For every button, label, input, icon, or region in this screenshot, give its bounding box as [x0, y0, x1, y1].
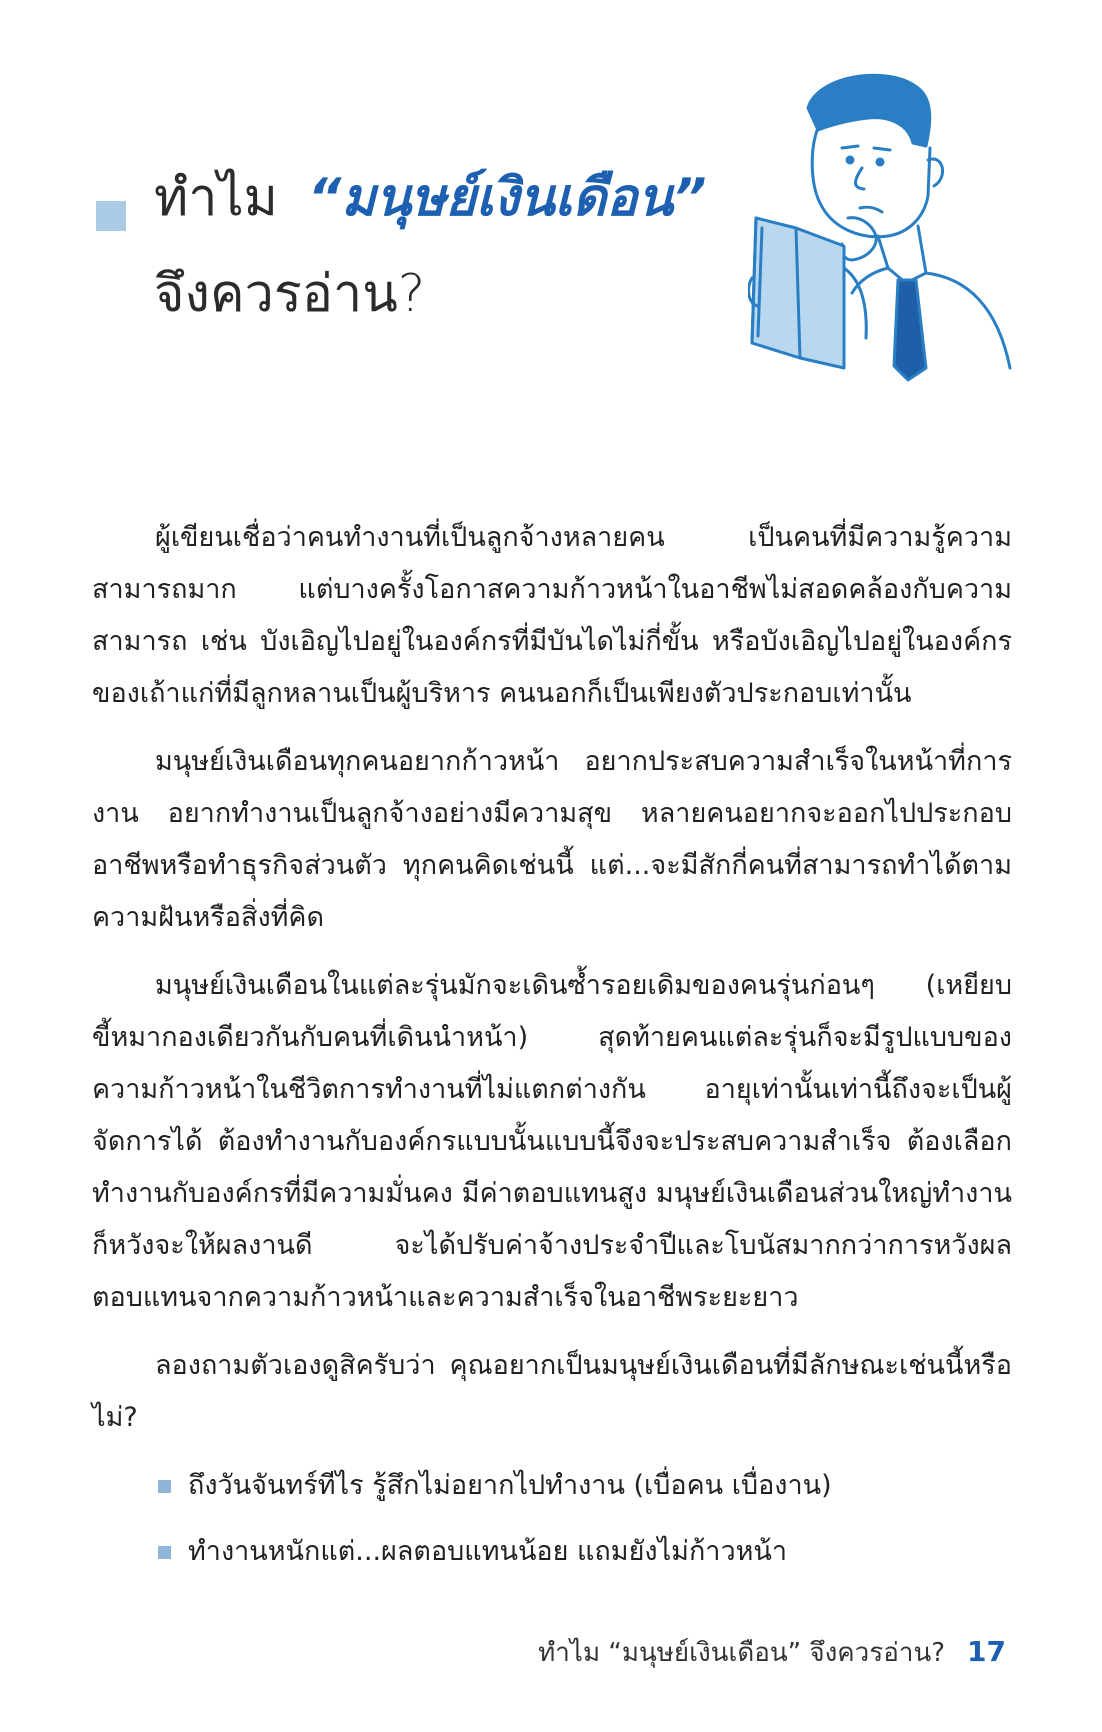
bullet-square-icon: [158, 1480, 171, 1493]
running-title: ทำไม “มนุษย์เงินเดือน” จึงควรอ่าน?: [538, 1638, 946, 1668]
bullet-text: ถึงวันจันทร์ทีไร รู้สึกไม่อยากไปทำงาน (เบื่อคน เบื่องาน): [188, 1470, 832, 1501]
paragraph-3: มนุษย์เงินเดือนในแต่ละรุ่นมักจะเดินซ้ำรอยเดิมของคนรุ่นก่อนๆ (เหยียบขี้หมากองเดียวกันกับคนที่เดินนำหน้า) สุดท้ายคนแต่ละรุ่นก็จะมีรูปแบบของความก้าวหน้าในชีวิตการทำงานที่ไม่แตกต่างกัน อายุเท่านั้นเท่านี้ถึงจะเป็นผู้จัดการได้ ต้องทำงานกับองค์กรแบบนั้นแบบนี้จึงจะประสบความสำเร็จ ต้องเลือกทำงานกับองค์กรที่มีความมั่นคง มีค่าตอบแทนสูง มนุษย์เงินเดือนส่วนใหญ่ทำงานก็หวังจะให้ผลงานดี จะได้ปรับค่าจ้างประจำปีและโบนัสมากกว่าการหวังผลตอบแทนจากความก้าวหน้าและความสำเร็จในอาชีพระยะยาว: [92, 970, 1012, 1313]
man-reading-book-icon: [748, 68, 1016, 388]
bullet-text: ทำงานหนักแต่...ผลตอบแทนน้อย แถมยังไม่ก้าวหน้า: [188, 1536, 788, 1567]
title-line-2: จึงควรอ่าน?: [154, 264, 426, 324]
paragraph-4: ลองถามตัวเองดูสิครับว่า คุณอยากเป็นมนุษย์เงินเดือนที่มีลักษณะเช่นนี้หรือไม่?: [92, 1350, 1012, 1433]
list-item: [92, 1460, 1012, 1512]
page-footer: [538, 1632, 1006, 1673]
list-item: [92, 1526, 1012, 1578]
body-text: [92, 512, 1012, 1592]
page-number: 17: [967, 1635, 1006, 1668]
title-prefix: ทำไม: [154, 168, 278, 228]
paragraph-2: มนุษย์เงินเดือนทุกคนอยากก้าวหน้า อยากประสบความสำเร็จในหน้าที่การงาน อยากทำงานเป็นลูกจ้างอย่างมีความสุข หลายคนอยากจะออกไปประกอบอาชีพหรือทำธุรกิจส่วนตัว ทุกคนคิดเช่นนี้ แต่...จะมีสักกี่คนที่สามารถทำได้ตามความฝันหรือสิ่งที่คิด: [92, 746, 1012, 933]
bullet-square-icon: [158, 1546, 171, 1559]
title-line-1: [154, 168, 707, 228]
paragraph-1: ผู้เขียนเชื่อว่าคนทำงานที่เป็นลูกจ้างหลายคน เป็นคนที่มีความรู้ความสามารถมาก แต่บางครั้งโอกาสความก้าวหน้าในอาชีพไม่สอดคล้องกับความสามารถ เช่น บังเอิญไปอยู่ในองค์กรที่มีบันไดไม่กี่ขั้น หรือบังเอิญไปอยู่ในองค์กรของเถ้าแก่ที่มีลูกหลานเป็นผู้บริหาร คนนอกก็เป็นเพียงตัวประกอบเท่านั้น: [92, 522, 1012, 709]
bullet-list: [92, 1460, 1012, 1578]
title-square-icon: [96, 201, 126, 231]
title-highlight: “มนุษย์เงินเดือน”: [307, 168, 707, 228]
